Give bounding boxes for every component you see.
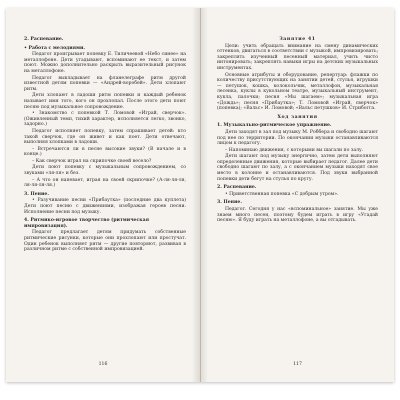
section-heading: Ход занятия [277,114,318,120]
paragraph: Педагог. Сегодня у нас «вспоминальное» занятие. Мы уже знаем много песен, поэтому будем играть в игру «Угадай песню». Я буду играть на металлофоне, а вы отгадывать. [217,207,378,224]
paragraph: • Разучивание песни «Прибаутка» (последние два куплета) Дети поют песню с движениями, изображая героев песни. Исполнение песни под музыку. [24,198,186,215]
paragraph: Педагог исполняет попевку, затем спрашивает детей: кто такой сверчок, где он живет и как поет. Дети отвечают, выполняя хлопками в ладоши. [24,128,186,146]
section-heading: 2. Распевание. [24,37,64,42]
left-page-number: 116 [98,362,108,368]
right-page [201,8,394,382]
left-page-content [24,34,186,254]
paragraph: Педагог выкладывает на фланелеграфе ритм другой известной детям попевки — «Андрей-воробей». Дети хлопают ритм. [24,75,186,92]
paragraph: Дети шагают под музыку энергично, затем дети выполняют определенные движения, которые выбирает педагог. Далее дети свободно шагают по залу, а с окончанием музыки находят свое место в колонне и останавливаются. Под звуки выбранной попевки дети бегут на стулья по кругу. [217,154,378,182]
paragraph: Цели: учить обращать внимание на смену динамических оттенков, двигаться в соответствии с музыкой, импровизировать; закреплять изученный песенный материал, учить чисто интонировать; закреплять навыки игры на детских музыкальных инструментах. [217,43,378,71]
section-heading: Занятие 41 [279,37,316,42]
right-page-number: 117 [293,362,302,368]
section-heading: 3. Пение. [217,200,242,206]
paragraph: – Напоминаю движения, с которыми вы шагали по залу. [225,147,364,153]
section-heading: 1. Музыкально-ритмическое упражнение. [217,123,332,129]
paragraph: Дети поют попевку с музыкальным сопровождением, со звуками «ля-ля» и без. [24,165,186,177]
paragraph: • Знакомство с попевкой Т. Ломовой «Играй, сверчок». (Оживленный темп, тихий характер, исполняется легко, звонко, задорно.) [24,111,186,128]
paragraph: Педагог предлагает детям придумать собственные ритмические рисунки, которые они прохлопают или простучат. Один ребенок выполняет ритм — другие повторяют, развивая в различном ритме с собственной импровизацией. [24,230,186,253]
right-page-content [217,34,378,225]
paragraph: Педагог проигрывает попевку Е. Тиличеевой «Небо синее» на металлофоне. Дети угадывают, вспоминают ее текст, и затем поют. Можно дополнительно раскрыть выразительный рисунок на металлофоне. [24,52,186,74]
paragraph: • Приветственная попевка «С добрым утром». [225,191,339,197]
paragraph: Основные атрибуты и оборудование, репертуар: флажки по количеству присутствующих на занятии детей, стулья, игрушки — петушок, кошка, колокольчик, металлофон, музыкальная лесенка, куклы в кукольном театре, музыкальный инструмент, кукла, палочки; песня «Мы шагаем»; музыкальная игра «Дождь»; песня «Прибаутка»; Т. Ломовой «Играй, сверчок» (попевка); «Вальс» И. Ломовой; «Вальс петушков» И. Стрибогга. [217,72,378,112]
paragraph: – А что он напевает, играя на своей скрипочке? (А-ля-ля-ля, ля-ля-ля-ля.) [24,177,186,189]
section-heading: 4. Ритмико-игровое творчество (ритмическая импровизация). [24,218,149,229]
book-spread [6,8,394,382]
section-heading: 2. Распевание. [217,185,257,191]
left-page [6,8,201,382]
paragraph: – Как сверчок играл на скрипочке своей весело? [32,158,152,164]
section-heading: 3. Пение. [24,191,49,197]
section-heading: • Работа с мелодиями. [24,45,85,51]
paragraph: Дети хлопают в ладоши ритм попевки и каждый ребенок называет имя того, кого он прохлопал. После этого дети поют песню под музыкальное сопровождение. [24,93,186,110]
paragraph: Дети заходят в зал под музыку М. Роббера и свободно шагают под нее по территории. По окончании музыки останавливаются лицом к педагогу. [217,129,378,147]
paragraph: – Встречаются ли в песне высокие звуки? (В начале и в конце.) [24,146,186,158]
